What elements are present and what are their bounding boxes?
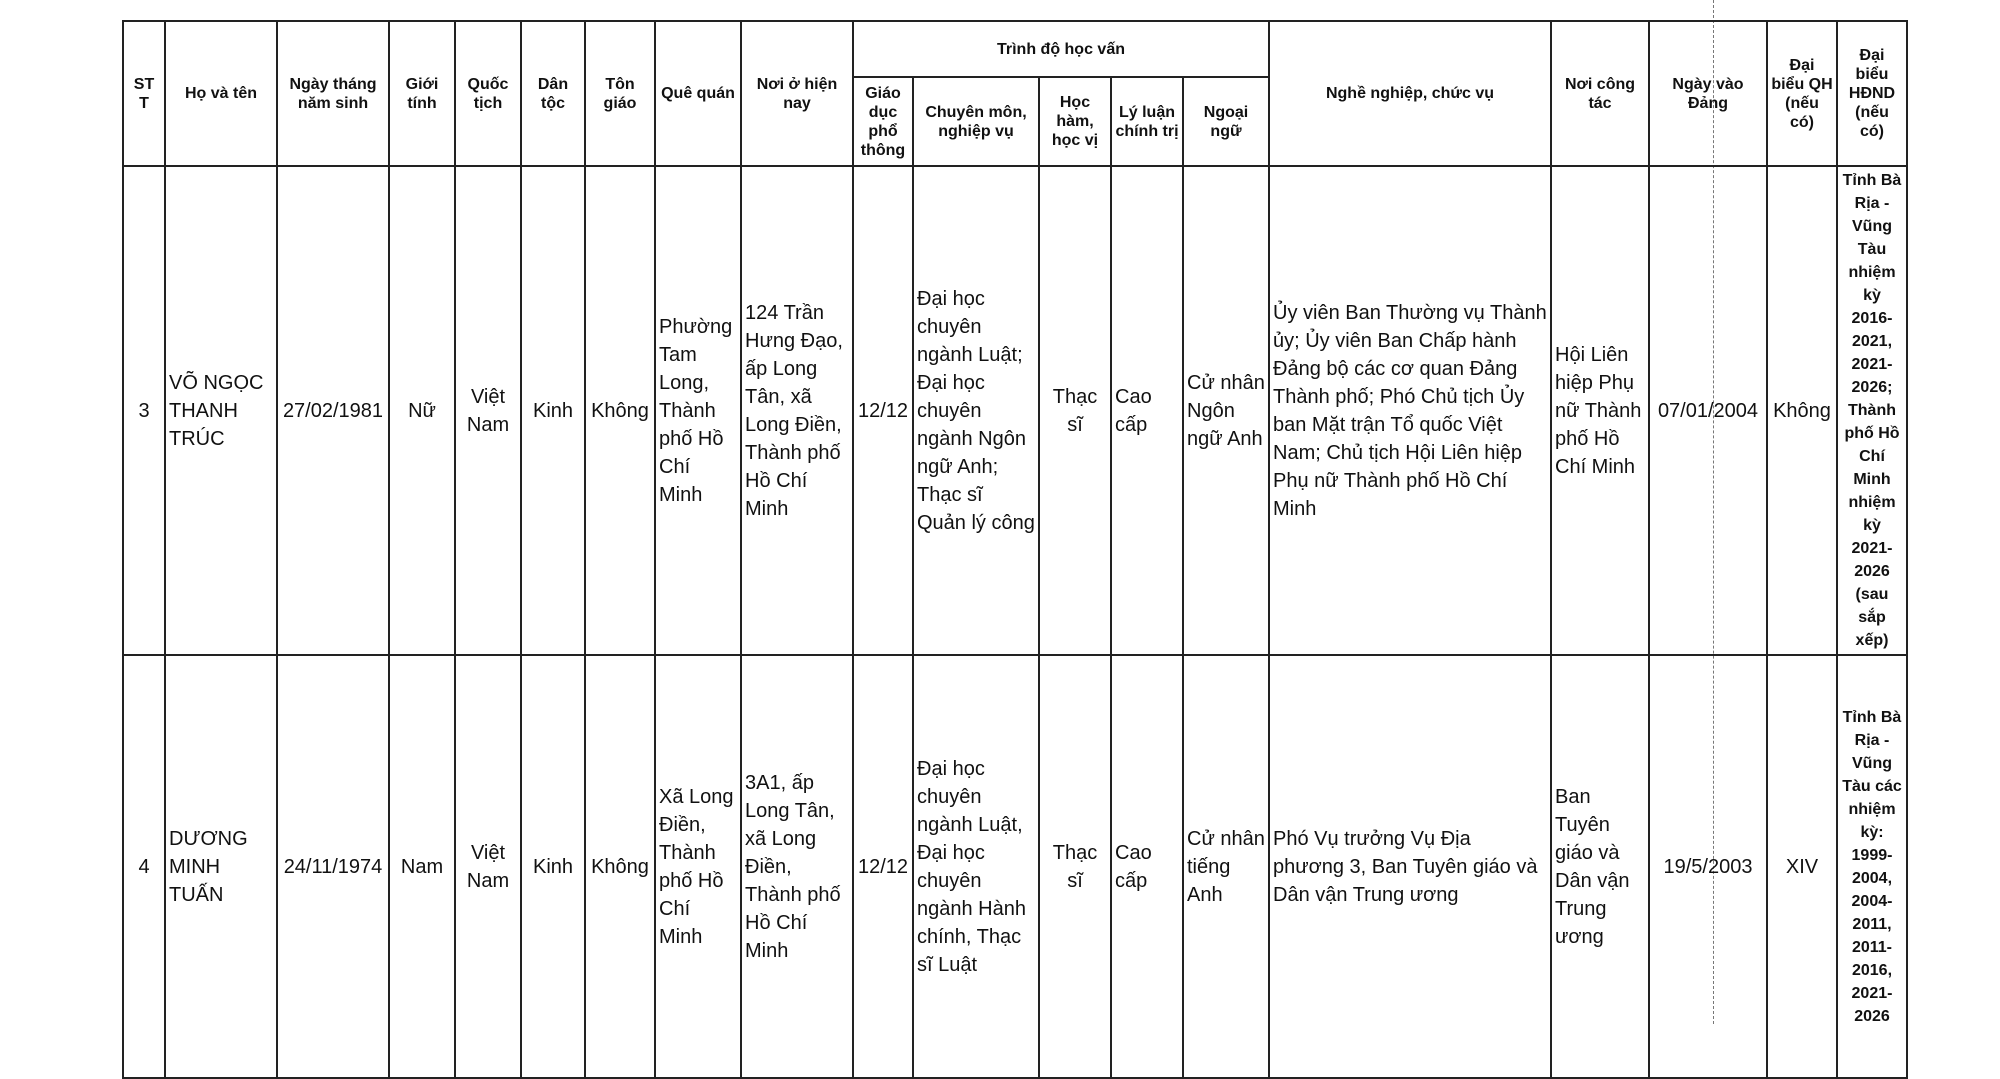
header-degree: Học hàm, học vị xyxy=(1039,77,1111,166)
header-ethnicity: Dân tộc xyxy=(521,21,585,166)
header-residence: Nơi ở hiện nay xyxy=(741,21,853,166)
cell-dob: 27/02/1981 xyxy=(277,166,389,655)
header-gender: Giới tính xyxy=(389,21,455,166)
cell-workplace: Ban Tuyên giáo và Dân vận Trung ương xyxy=(1551,655,1649,1078)
cell-residence: 3A1, ấp Long Tân, xã Long Điền, Thành phố Hồ Chí Minh xyxy=(741,655,853,1078)
header-political: Lý luận chính trị xyxy=(1111,77,1183,166)
cell-hdnd-delegate: Tỉnh Bà Rịa - Vũng Tàu các nhiệm kỳ: 1999-2004, 2004-2011, 2011-2016, 2021-2026 xyxy=(1837,655,1907,1078)
table-row xyxy=(123,655,1907,1078)
header-general-edu: Giáo dục phổ thông xyxy=(853,77,913,166)
header-nationality: Quốc tịch xyxy=(455,21,521,166)
header-hometown: Quê quán xyxy=(655,21,741,166)
cell-hometown: Phường Tam Long, Thành phố Hồ Chí Minh xyxy=(655,166,741,655)
cell-name: VÕ NGỌC THANH TRÚC xyxy=(165,166,277,655)
cell-occupation: Phó Vụ trưởng Vụ Địa phương 3, Ban Tuyên giáo và Dân vận Trung ương xyxy=(1269,655,1551,1078)
header-religion: Tôn giáo xyxy=(585,21,655,166)
cell-gender: Nữ xyxy=(389,166,455,655)
table-row xyxy=(123,166,1907,655)
header-dob: Ngày tháng năm sinh xyxy=(277,21,389,166)
cell-nationality: Việt Nam xyxy=(455,655,521,1078)
cell-religion: Không xyxy=(585,166,655,655)
cell-ethnicity: Kinh xyxy=(521,166,585,655)
cell-degree: Thạc sĩ xyxy=(1039,166,1111,655)
cell-hometown: Xã Long Điền, Thành phố Hồ Chí Minh xyxy=(655,655,741,1078)
header-stt: ST T xyxy=(123,21,165,166)
cell-stt: 4 xyxy=(123,655,165,1078)
cell-party-date: 07/01/2004 xyxy=(1649,166,1767,655)
cell-name: DƯƠNG MINH TUẤN xyxy=(165,655,277,1078)
cell-general-edu: 12/12 xyxy=(853,166,913,655)
cell-specialty: Đại học chuyên ngành Luật, Đại học chuyên ngành Hành chính, Thạc sĩ Luật xyxy=(913,655,1039,1078)
cell-language: Cử nhân tiếng Anh xyxy=(1183,655,1269,1078)
cell-political: Cao cấp xyxy=(1111,655,1183,1078)
cell-gender: Nam xyxy=(389,655,455,1078)
cell-hdnd-delegate: Tỉnh Bà Rịa - Vũng Tàu nhiệm kỳ 2016-2021, 2021-2026; Thành phố Hồ Chí Minh nhiệm kỳ 2021-2026 (sau sắp xếp) xyxy=(1837,166,1907,655)
cell-dob: 24/11/1974 xyxy=(277,655,389,1078)
cell-workplace: Hội Liên hiệp Phụ nữ Thành phố Hồ Chí Minh xyxy=(1551,166,1649,655)
cell-occupation: Ủy viên Ban Thường vụ Thành ủy; Ủy viên Ban Chấp hành Đảng bộ các cơ quan Đảng Thành phố; Phó Chủ tịch Ủy ban Mặt trận Tổ quốc Việt Nam; Chủ tịch Hội Liên hiệp Phụ nữ Thành phố Hồ Chí Minh xyxy=(1269,166,1551,655)
header-name: Họ và tên xyxy=(165,21,277,166)
cell-specialty: Đại học chuyên ngành Luật; Đại học chuyên ngành Ngôn ngữ Anh; Thạc sĩ Quản lý công xyxy=(913,166,1039,655)
cell-party-date: 19/5/2003 xyxy=(1649,655,1767,1078)
cell-religion: Không xyxy=(585,655,655,1078)
cell-political: Cao cấp xyxy=(1111,166,1183,655)
header-education: Trình độ học vấn xyxy=(853,21,1269,77)
cell-degree: Thạc sĩ xyxy=(1039,655,1111,1078)
cell-general-edu: 12/12 xyxy=(853,655,913,1078)
cell-ethnicity: Kinh xyxy=(521,655,585,1078)
header-occupation: Nghề nghiệp, chức vụ xyxy=(1269,21,1551,166)
cell-na-delegate: Không xyxy=(1767,166,1837,655)
header-hdnd-delegate: Đại biểu HĐND (nếu có) xyxy=(1837,21,1907,166)
cell-stt: 3 xyxy=(123,166,165,655)
header-na-delegate: Đại biểu QH (nếu có) xyxy=(1767,21,1837,166)
candidate-table xyxy=(122,20,1908,1079)
cell-language: Cử nhân Ngôn ngữ Anh xyxy=(1183,166,1269,655)
cell-residence: 124 Trần Hưng Đạo, ấp Long Tân, xã Long Điền, Thành phố Hồ Chí Minh xyxy=(741,166,853,655)
header-language: Ngoại ngữ xyxy=(1183,77,1269,166)
header-workplace: Nơi công tác xyxy=(1551,21,1649,166)
header-party-date: Ngày vào Đảng xyxy=(1649,21,1767,166)
header-specialty: Chuyên môn, nghiệp vụ xyxy=(913,77,1039,166)
cell-na-delegate: XIV xyxy=(1767,655,1837,1078)
cell-nationality: Việt Nam xyxy=(455,166,521,655)
